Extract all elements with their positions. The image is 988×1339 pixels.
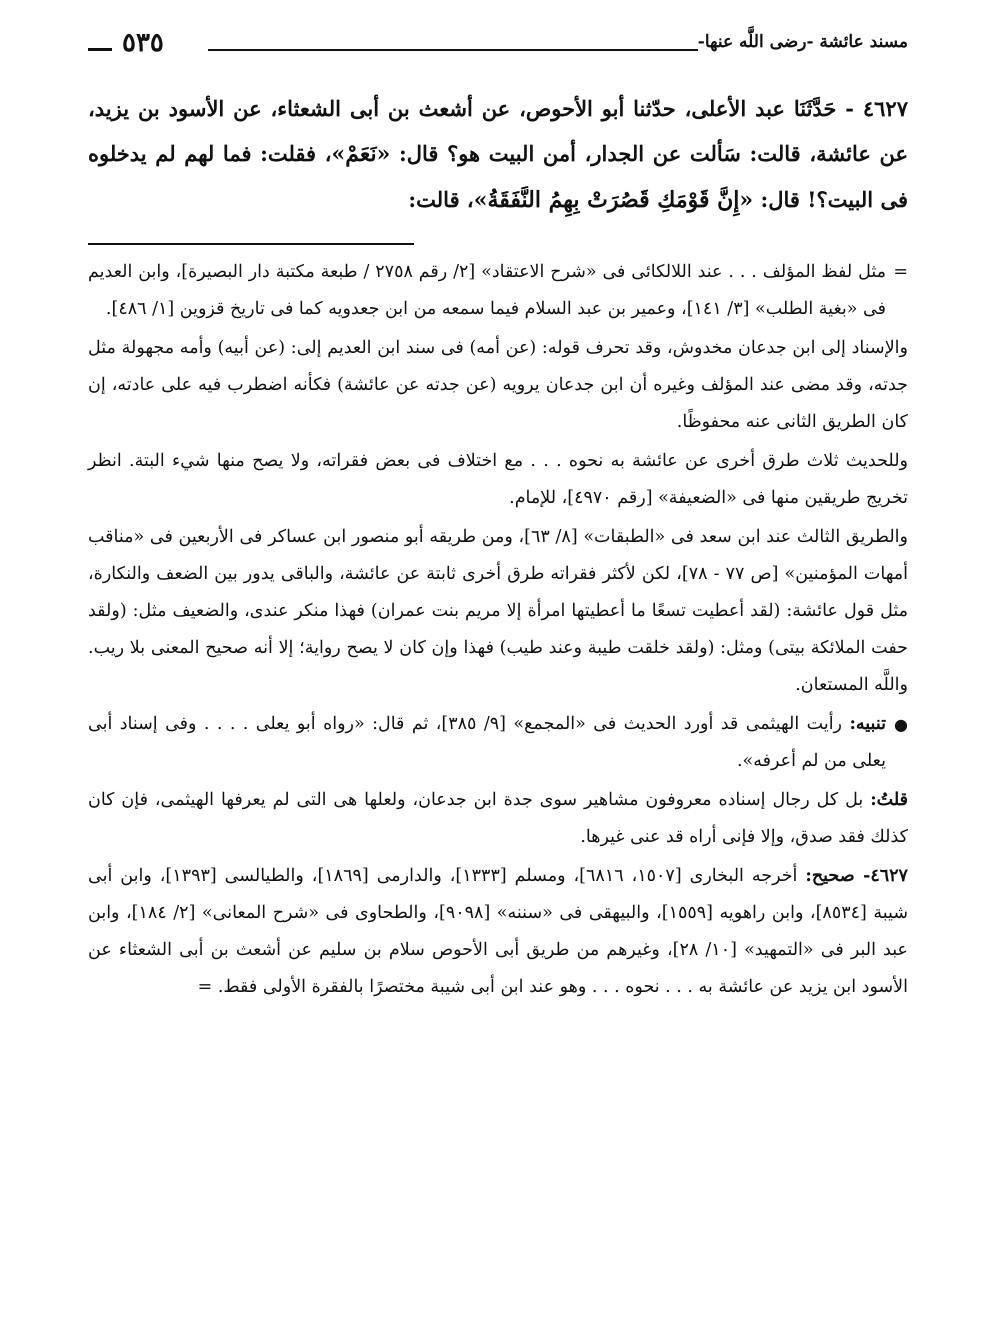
footnotes bbox=[88, 254, 908, 1008]
grading-label: ٤٦٢٧- صحيح: bbox=[805, 866, 908, 886]
page-header bbox=[88, 28, 908, 68]
footnote-paragraph-3: وللحديث ثلاث طرق أخرى عن عائشة به نحوه . . . مع اختلاف فى بعض فقراته، ولا يصح منها شيء البتة. انظر تخريج طريقين منها فى «الضعيفة» [رقم ٤٩٧٠]، للإمام. bbox=[88, 451, 908, 508]
footnote-text-6: بل كل رجال إسناده معروفون مشاهير سوى جدة ابن جدعان، ولعلها هى التى لم يعرفها الهيثمى، فإن كان كذلك فقد صدق، وإلا فإنى أراه قد عنى غيرها. bbox=[88, 790, 908, 847]
header-dash bbox=[88, 48, 112, 51]
footnote-text-5: رأيت الهيثمى قد أورد الحديث فى «المجمع» [٩/ ٣٨٥]، ثم قال: «رواه أبو يعلى . . . . وفى إسناد أبى يعلى من لم أعرفه». bbox=[88, 714, 886, 771]
footnote-paragraph-1 bbox=[88, 254, 908, 328]
footnote-paragraph-2: والإسناد إلى ابن جدعان مخدوش، وقد تحرف قوله: (عن أمه) فى سند ابن العديم إلى: (عن أبيه) وأمه مجهولة مثل جدته، وقد مضى عند المؤلف وغيره أن ابن جدعان يرويه (عن جدته عن عائشة) فكأنه اضطرب فيه على عادته، إن كان الطريق الثانى عنه محفوظًا. bbox=[88, 338, 908, 432]
bullet-icon: ● bbox=[894, 715, 908, 734]
footnote-paragraph-6 bbox=[88, 782, 908, 856]
footnote-paragraph-4: والطريق الثالث عند ابن سعد فى «الطبقات» [٨/ ٦٣]، ومن طريقه أبو منصور ابن عساكر فى الأربعين فى «مناقب أمهات المؤمنين» [ص ٧٧ - ٧٨]، لكن لأكثر فقراته طرق أخرى ثابتة عن عائشة، والباقى يدور بين الضعف والنكارة، مثل قول عائشة: (لقد أعطيت تسعًا ما أعطيتها امرأة إلا مريم بنت عمران) فهذا منكر عندى، والضعيف مثل: (ولقد حفت الملائكة بيتى) ومثل: (ولقد خلقت طيبة وعند طيب) فهذا وإن كان لا يصح رواية؛ إلا أنه صحيح المعنى بلا ريب. واللَّه المستعان. bbox=[88, 527, 908, 695]
tanbih-label: تنبيه: bbox=[849, 714, 886, 734]
hadith-end: ، قالت: bbox=[408, 187, 474, 212]
quote-naam: «نَعَمْ» bbox=[331, 141, 391, 167]
quote-qawmak: «إِنَّ قَوْمَكِ قَصُرَتْ بِهِمُ النَّفَقَةُ» bbox=[473, 187, 754, 213]
hadith-intro: - حَدَّثَنَا عبد الأعلى، حدّثنا أبو الأحوص، عن أشعث بن أبى الشعثاء، عن الأسود بن يزيد، عن عائشة، قالت: سَألت عن الجدار، أمن البيت هو؟ قال: bbox=[88, 96, 908, 166]
footnote-text-7: أخرجه البخارى [١٥٠٧، ٦٨١٦]، ومسلم [١٣٣٣]، والدارمى [١٨٦٩]، والطيالسى [١٣٩٣]، وابن أبى شيبة [٨٥٣٤]، وابن راهويه [١٥٥٩]، والبيهقى فى «سننه» [٩٠٩٨]، والطحاوى فى «شرح المعانى» [٢/ ١٨٤]، وابن عبد البر فى «التمهيد» [١٠/ ٢٨]، وغيرهم من طريق أبى الأحوص سلام بن سليم عن أشعث بن أبى الشعثاء عن الأسود ابن يزيد عن عائشة به . . . نحوه . . . وهو عند ابن أبى شيبة مختصرًا بالفقرة الأولى فقط. = bbox=[88, 866, 908, 997]
header-rule bbox=[208, 49, 698, 51]
hadith-paragraph bbox=[88, 86, 908, 223]
footnote-text-1: مثل لفظ المؤلف . . . عند اللالكائى فى «شرح الاعتقاد» [٢/ رقم ٢٧٥٨ / طبعة مكتبة دار البصيرة]، وابن العديم فى «بغية الطلب» [٣/ ١٤١]، وعمير بن عبد السلام فيما سمعه من ابن جعدويه كما فى تاريخ قزوين [١/ ٤٨٦]. bbox=[88, 262, 886, 319]
hadith-mid: ، فقلت: فما لهم لم يدخلوه فى البيت؟! قال: bbox=[88, 141, 908, 212]
hadith-number: ٤٦٢٧ bbox=[862, 96, 908, 121]
qultu-label: قلتُ: bbox=[870, 790, 908, 810]
continuation-marker: = bbox=[893, 262, 908, 282]
footnote-divider bbox=[88, 243, 414, 245]
main-text bbox=[88, 86, 908, 223]
footnote-paragraph-5 bbox=[88, 706, 908, 780]
page-number: ٥٣٥ bbox=[114, 28, 172, 58]
footnote-paragraph-7 bbox=[88, 858, 908, 1006]
running-title: مسند عائشة -رضى اللَّه عنها- bbox=[690, 32, 908, 52]
